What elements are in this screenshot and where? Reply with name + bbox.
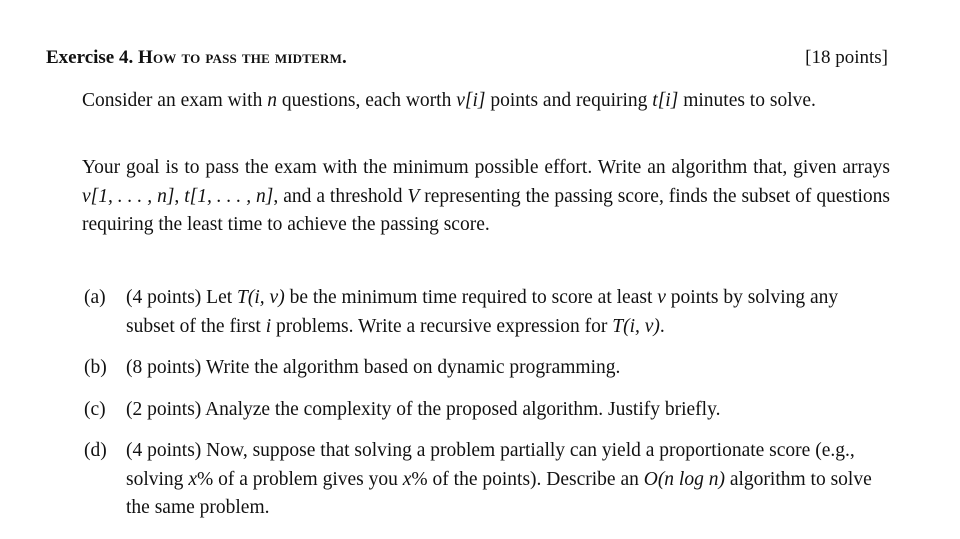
part-body bbox=[126, 437, 890, 523]
text-run: be the minimum time required to score at least bbox=[284, 287, 658, 308]
part-body bbox=[126, 284, 890, 341]
part-points: (8 points) bbox=[126, 357, 202, 378]
math-V: V bbox=[407, 185, 420, 207]
text-run: problems. Write a recursive expression for bbox=[271, 315, 613, 337]
text-run: , bbox=[174, 185, 185, 207]
math-t-i: t[i] bbox=[652, 90, 679, 111]
exercise-label: Exercise 4. bbox=[46, 47, 134, 68]
text-run: , and a threshold bbox=[273, 185, 408, 207]
text-run: Now, suppose that solving a problem partially can yield a proportionate score (e.g., solving bbox=[126, 440, 855, 490]
part-points: (4 points) bbox=[126, 440, 202, 461]
text-run: points and requiring bbox=[485, 90, 653, 111]
text-run: Your goal is to pass the exam with the minimum possible effort. Write an algorithm that, given arrays bbox=[82, 157, 890, 178]
exercise-points: [18 points] bbox=[805, 47, 888, 68]
math-v-array: v[1, . . . , n] bbox=[82, 185, 175, 207]
math-T-i-v: T(i, v) bbox=[237, 287, 285, 308]
text-run: algorithm to solve the same problem. bbox=[126, 468, 872, 518]
text-run: . bbox=[659, 315, 665, 337]
text-run: minutes to solve. bbox=[678, 90, 816, 111]
exercise-header bbox=[46, 47, 888, 69]
part-letter: (b) bbox=[84, 357, 107, 378]
text-run: Write the algorithm based on dynamic programming. bbox=[201, 357, 621, 378]
part-letter: (c) bbox=[84, 398, 106, 420]
part-points: (2 points) bbox=[126, 398, 202, 420]
text-run: questions, each worth bbox=[276, 90, 457, 111]
part-letter: (a) bbox=[84, 287, 106, 308]
text-run: Consider an exam with bbox=[82, 90, 268, 111]
exercise-parts-list bbox=[84, 284, 890, 536]
part-c bbox=[84, 396, 890, 425]
math-T-i-v: T(i, v) bbox=[612, 315, 660, 337]
part-body bbox=[126, 396, 890, 425]
intro-paragraph bbox=[82, 87, 890, 116]
part-body bbox=[126, 354, 890, 383]
text-run: Let bbox=[201, 287, 238, 308]
part-points: (4 points) bbox=[126, 287, 202, 308]
math-v: v bbox=[657, 287, 666, 308]
text-run: Analyze the complexity of the proposed algorithm. Justify briefly. bbox=[201, 398, 721, 420]
part-d bbox=[84, 437, 890, 523]
goal-paragraph bbox=[82, 154, 890, 240]
text-run: % of a problem gives you bbox=[196, 468, 403, 490]
part-b bbox=[84, 354, 890, 383]
math-n: n bbox=[267, 90, 277, 111]
text-run: % of the points). Describe an bbox=[411, 468, 644, 490]
text-run: representing the passing score, finds the subset of questions requiring the least time to achieve the passing score. bbox=[82, 185, 890, 235]
math-x: x bbox=[402, 468, 412, 490]
math-x: x bbox=[188, 468, 197, 490]
math-complexity: O(n log n) bbox=[643, 468, 725, 490]
math-i: i bbox=[265, 315, 272, 337]
exercise-title: How to pass the midterm. bbox=[138, 47, 347, 68]
exercise-heading bbox=[46, 47, 347, 69]
text-run: points by solving any subset of the first bbox=[126, 287, 839, 337]
math-t-array: t[1, . . . , n] bbox=[184, 185, 274, 207]
part-a bbox=[84, 284, 890, 341]
part-letter: (d) bbox=[84, 440, 107, 461]
math-v-i: v[i] bbox=[456, 90, 486, 111]
